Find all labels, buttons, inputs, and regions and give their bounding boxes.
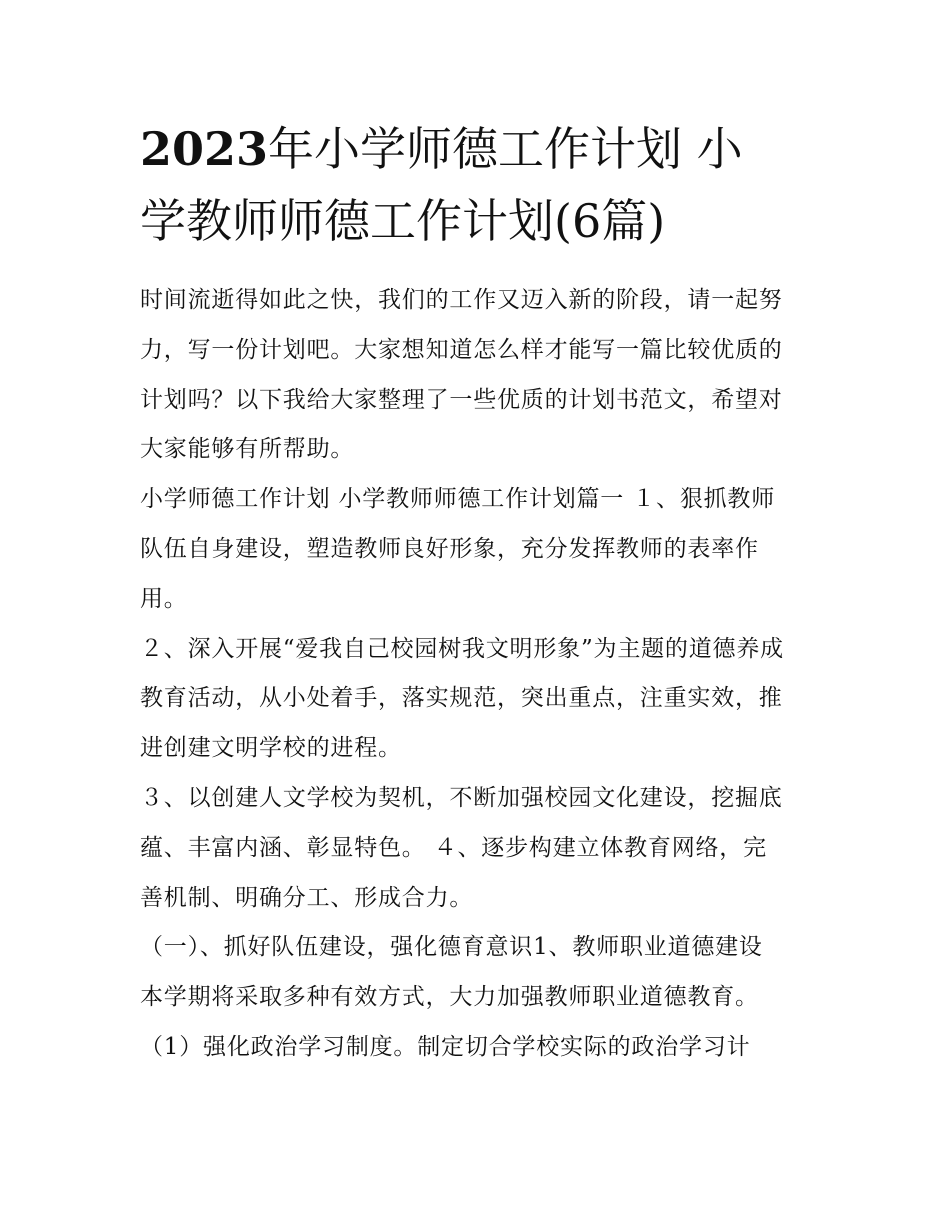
text-line: 蕴、丰富内涵、彰显特色。 ４、逐步构建立体教育网络，完: [140, 834, 767, 861]
text-line: 小学师德工作计划 小学教师师德工作计划篇一 １、狠抓教师: [140, 486, 776, 513]
text-line: 本学期将采取多种有效方式，大力加强教师职业道德教育。: [140, 984, 759, 1011]
document-title: [140, 113, 840, 257]
text-line: （1）强化政治学习制度。制定切合学校实际的政治学习计: [140, 1033, 751, 1060]
text-line: 队伍自身建设，塑造教师良好形象，充分发挥教师的表率作: [140, 535, 759, 562]
section-paragraph: [140, 475, 820, 624]
title-line: 学教师师德工作计划(6篇): [140, 194, 666, 248]
text-line: 教育活动，从小处着手，落实规范，突出重点，注重实效，推: [140, 685, 783, 712]
document-body: [140, 276, 820, 1073]
intro-paragraph: [140, 276, 820, 475]
text-line: ３、以创建人文学校为契机，不断加强校园文化建设，挖掘底: [140, 784, 783, 811]
title-year: 2023: [140, 122, 269, 176]
text-line: 善机制、明确分工、形成合力。: [140, 884, 474, 911]
text-line: （一）、抓好队伍建设，强化德育意识1、教师职业道德建设: [140, 934, 763, 961]
text-line: 大家能够有所帮助。: [140, 436, 355, 463]
item-paragraph: [140, 625, 820, 774]
text-line: 用。: [140, 585, 188, 612]
item-paragraph: [140, 923, 820, 1023]
title-line: 2023年小学师德工作计划 小: [140, 122, 743, 176]
text-line: 计划吗？以下我给大家整理了一些优质的计划书范文，希望对: [140, 386, 783, 413]
text-line: 力，写一份计划吧。大家想知道怎么样才能写一篇比较优质的: [140, 336, 783, 363]
item-paragraph: [140, 1023, 820, 1073]
text-line: ２、深入开展“爱我自己校园树我文明形象”为主题的道德养成: [140, 635, 784, 662]
text-line: 时间流逝得如此之快，我们的工作又迈入新的阶段，请一起努: [140, 287, 783, 313]
item-paragraph: [140, 774, 820, 923]
text-line: 进创建文明学校的进程。: [140, 735, 402, 762]
